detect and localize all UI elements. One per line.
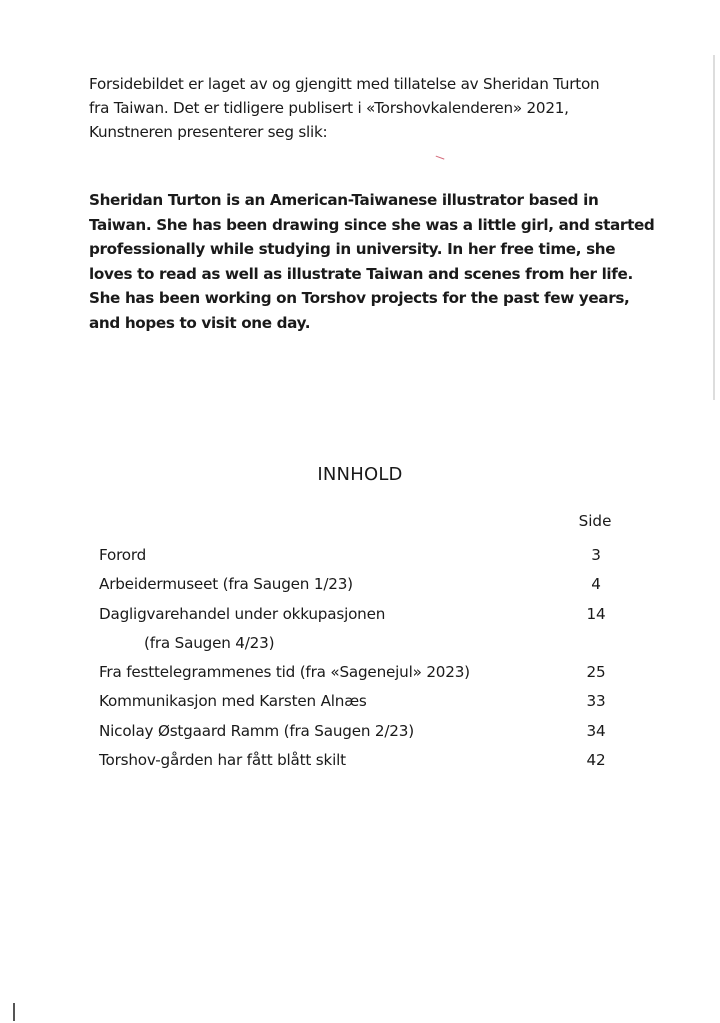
toc-entry-label: Forord: [99, 546, 147, 564]
intro-paragraph: [89, 72, 649, 144]
toc-entry-page: 42: [586, 751, 606, 770]
bio-line: and hopes to visit one day.: [89, 313, 311, 332]
toc-entry: [99, 543, 639, 572]
toc-entry-page: 4: [591, 575, 601, 594]
artist-bio: [89, 188, 655, 335]
toc-entry: [99, 602, 639, 631]
bio-line: She has been working on Torshov projects for the past few years,: [89, 289, 630, 307]
bio-line: Taiwan. She has been drawing since she was a little girl, and started: [89, 215, 655, 234]
scan-edge-line: [713, 55, 715, 400]
toc-page-header: Side: [578, 512, 612, 530]
toc-entry: [99, 660, 639, 689]
toc-entry: [99, 748, 639, 777]
toc-entry-label: Arbeidermuseet (fra Saugen 1/23): [99, 575, 353, 594]
red-pen-mark: [435, 156, 445, 163]
toc-entry-page: 34: [586, 721, 606, 740]
toc-entry: [99, 719, 639, 748]
toc-entry-label: Fra festtelegrammenes tid (fra «Sagenejul» 2023): [99, 663, 470, 682]
toc-entry-label: (fra Saugen 4/23): [144, 633, 275, 652]
toc-entry: [99, 572, 639, 601]
intro-line: Kunstneren presenterer seg slik:: [89, 123, 328, 141]
bio-line: loves to read as well as illustrate Taiwan and scenes from her life.: [89, 264, 633, 283]
bio-line: professionally while studying in university. In her free time, she: [89, 240, 616, 258]
table-of-contents: [99, 543, 639, 777]
toc-entry-label: Torshov-gården har fått blått skilt: [99, 751, 346, 770]
toc-entry-continuation: [99, 631, 639, 660]
toc-entry-label: Nicolay Østgaard Ramm (fra Saugen 2/23): [99, 721, 414, 740]
bio-line: Sheridan Turton is an American-Taiwanese illustrator based in: [89, 191, 599, 209]
toc-entry-page: 14: [586, 604, 606, 623]
intro-line: Forsidebildet er laget av og gjengitt med tillatelse av Sheridan Turton: [89, 75, 600, 93]
scan-artifact-mark: [13, 1003, 15, 1021]
toc-entry-page: 33: [586, 692, 606, 711]
toc-entry-label: Kommunikasjon med Karsten Alnæs: [99, 692, 367, 711]
toc-entry: [99, 689, 639, 718]
intro-line: fra Taiwan. Det er tidligere publisert i «Torshovkalenderen» 2021,: [89, 99, 569, 117]
toc-entry-label: Dagligvarehandel under okkupasjonen: [99, 604, 386, 623]
toc-entry-page: 25: [586, 663, 606, 682]
toc-entry-page: 3: [591, 546, 601, 564]
toc-title: INNHOLD: [317, 464, 403, 485]
